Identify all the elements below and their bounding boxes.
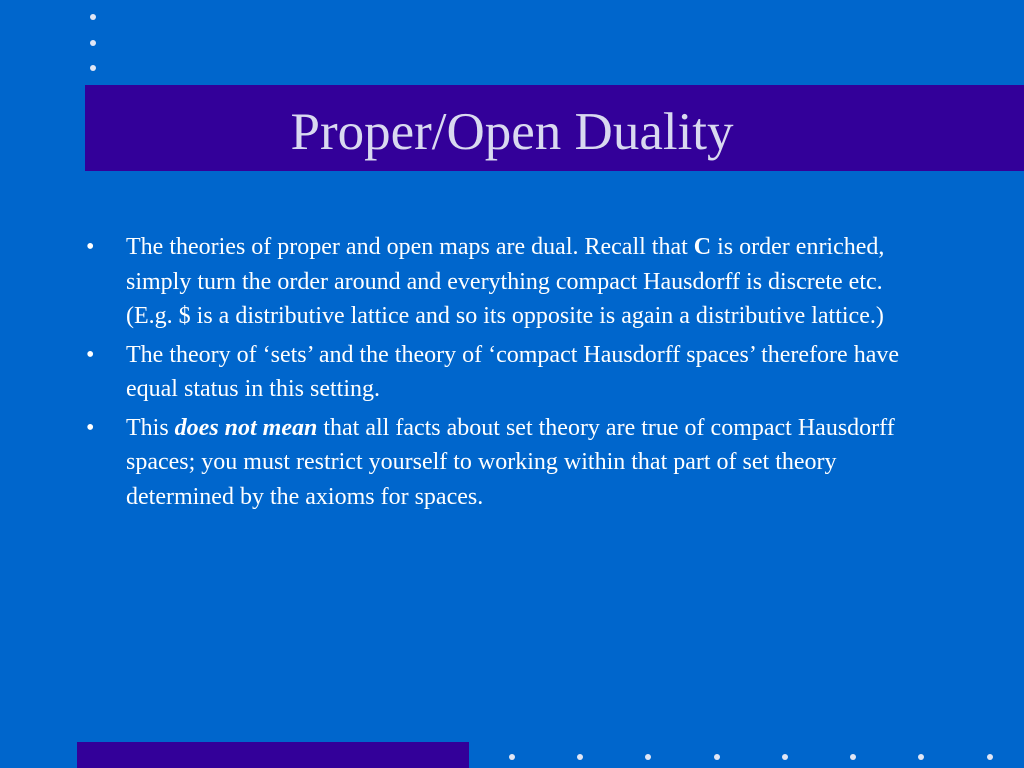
slide-body [86,230,926,518]
slide-title: Proper/Open Duality [290,103,734,161]
bullet-item [86,230,926,334]
dot-icon [90,65,96,71]
bullet-text [126,342,899,403]
dot-icon [577,754,583,760]
text-segment: is order enriched, simply turn the order around and everything compact Hausdorff is discrete etc. (E.g. $ is a distributive lattice and so its opposite is again a distributive lattice.) [126,234,885,329]
bullet-list [86,230,926,514]
text-segment: that all facts about set theory are true of compact Hausdorff spaces; you must restrict yourself to working within that part of set theory determined by the axioms for spaces. [126,414,895,510]
decorative-dots-bottom [480,752,1020,762]
bullet-text [126,415,895,510]
bullet-text [126,234,884,329]
emphasis-bold: C [693,234,712,260]
dot-icon [645,754,651,760]
dot-icon [509,754,515,760]
dot-icon [90,14,96,20]
dot-icon [918,754,924,760]
text-segment: This [126,414,175,441]
text-segment: The theories of proper and open maps are dual. Recall that [126,234,694,260]
text-segment: The theory of ‘sets’ and the theory of ‘compact Hausdorff spaces’ therefore have equal status in this setting. [126,341,900,402]
bullet-item [86,338,926,407]
bullet-icon: • [86,234,95,260]
dot-icon [782,754,788,760]
emphasis-bold-italic: does not mean [174,414,318,441]
bullet-icon: • [86,341,95,368]
dot-icon [90,40,96,46]
bullet-icon: • [86,414,95,441]
dot-icon [987,754,993,760]
dot-icon [850,754,856,760]
dot-icon [714,754,720,760]
footer-bar [77,742,469,768]
decorative-dots-top-left [87,11,99,75]
bullet-item [86,411,926,515]
